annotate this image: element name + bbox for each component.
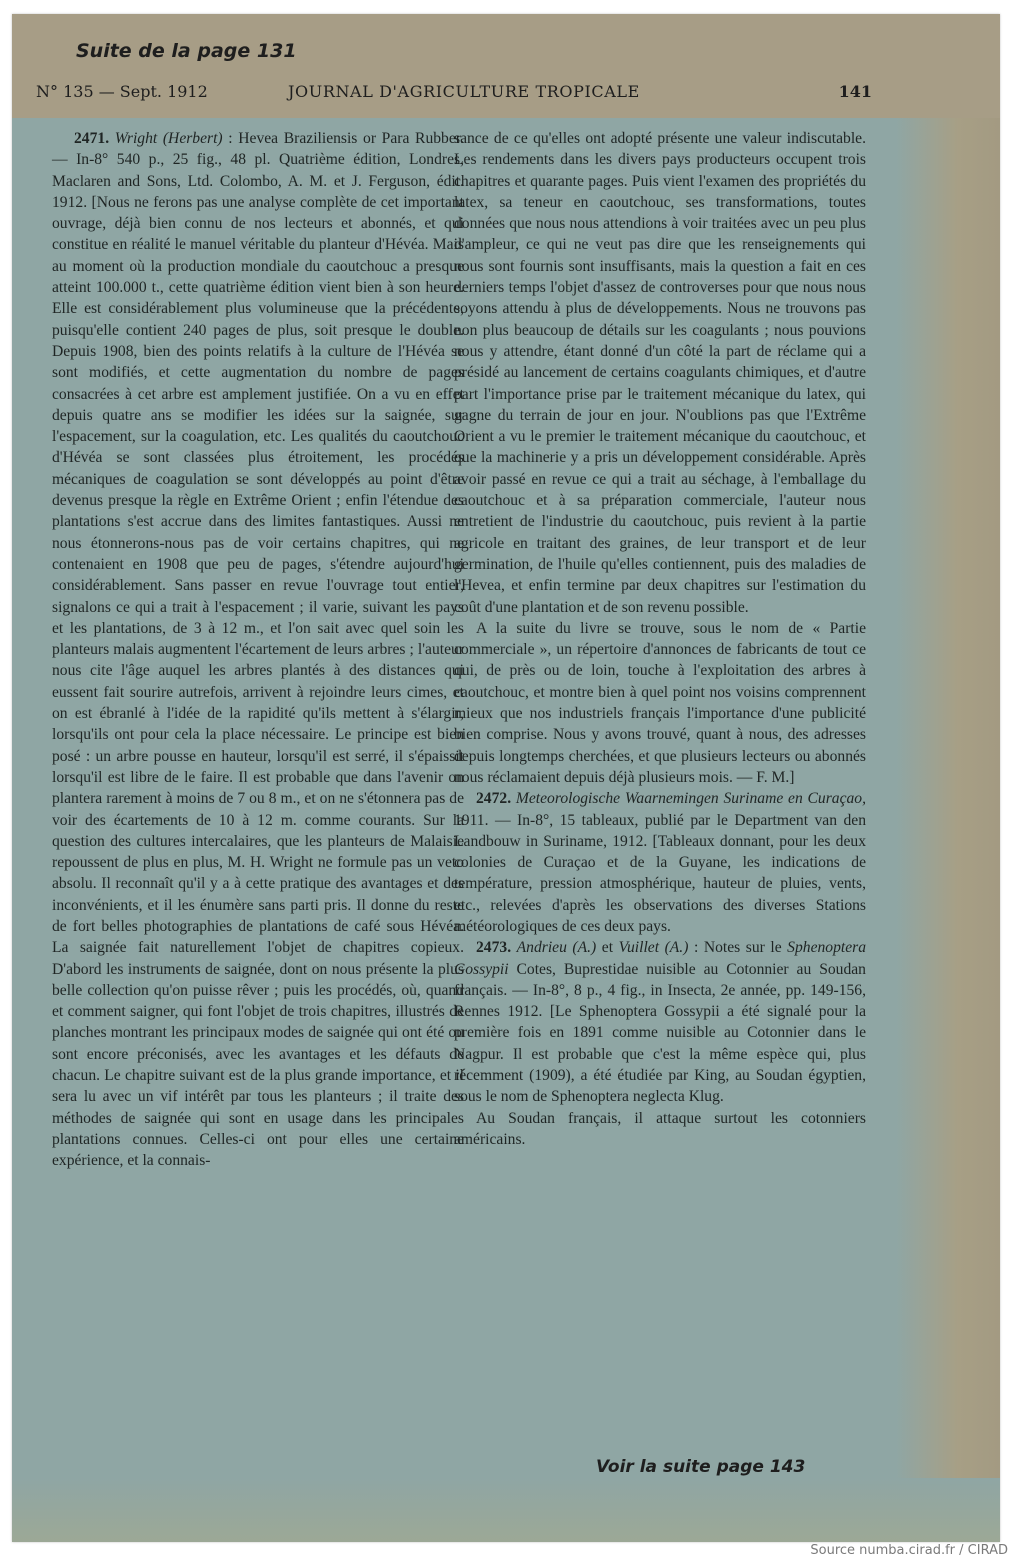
entry-number: 2473. <box>476 939 512 957</box>
entry-2472 <box>454 788 866 937</box>
entry-title: Meteorologische Waarnemingen Suriname en Curaçao, <box>515 790 866 808</box>
entry-title-suffix: Cotes, Buprestidae nuisible au Cotonnier au Soudan français. <box>454 960 866 999</box>
entry-number: 2472. <box>476 790 512 808</box>
entry-title: Hevea Braziliensis or Para Rubber. <box>238 130 464 147</box>
entry-2473: 2473. Andrieu (A.) et Vuillet (A.) : Notes sur le Sphenoptera Gossypii Cotes, Buprestidae nuisible au Cotonnier au Soudan français. — In-8°, 8 p., 4 fig., in Insecta, 2e année, pp. 149-156, Rennes 1912. [Le Sphenoptera Gossypii a été signalé pour la première fois en 1891 comme nuisible au Cotonnier dans le Nagpur. Il est probable que c'est la même espèce qui, plus récemment (1909), a été étudiée par King, au Soudan égyptien, sous le nom de Sphenoptera neglecta Klug. <box>454 939 867 1106</box>
entry-2471-review-2: A la suite du livre se trouve, sous le nom de « Partie commerciale », un répertoire d'annonces de fabricants de tout ce qui, de près ou de loin, touche à l'exploitation des arbres à caoutchouc, et montre bien à quel point nos voisins comprennent mieux que nos industriels français l'importance d'une publicité bien comprise. Nous y avons trouvé, quant à nous, des adresses depuis longtemps cherchées, et que plusieurs lecteurs ou abonnés nous réclamaient depuis déjà plusieurs mois. — F. M.] <box>454 619 866 786</box>
entry-2471-continued <box>454 128 866 618</box>
entry-details: 1911. — In-8°, 15 tableaux, publié par le Department van den Landbouw in Suriname, 1912. <box>454 811 866 850</box>
entry-review: [Nous ne ferons pas une analyse complète de cet important ouvrage, déjà bien connu de nos lecteurs et abonnés, et qui constitue en réalité le manuel véritable du planteur d'Hévéa. Mais au moment où la production mondiale du caoutchouc a presque atteint 100.000 t., cette quatrième édition vient bien à son heure. Elle est considérablement plus volumineuse que la précédente, puisqu'elle contient 240 pages de plus, soit presque le double. Depuis 1908, bien des points relatifs à la culture de l'Hévéa se sont modifiés, et cette augmentation du nombre de pages consacrées à cet arbre est amplement justifiée. On a vu en effet depuis quatre ans se modifier les idées sur la saignée, sur l'espacement, sur la coagulation, etc. Les qualités du caoutchouc d'Hévéa se sont classées plus étroitement, les procédés mécaniques de coagulation se sont développés au point d'être devenus presque la règle en Extrême Orient ; enfin l'étendue des plantations s'est accrue dans des limites fantastiques. Aussi ne nous étonnerons-nous pas de voir certains chapitres, qui ne contenaient en 1908 que peu de pages, s'étendre aujourd'hui considérablement. Sans passer en revue l'ouvrage tout entier, signalons ce qui a trait à l'espacement ; il varie, suivant les pays et les plantations, de 3 à 12 m., et l'on sait avec quel soin les planteurs malais augmentent l'écartement de leurs arbres ; l'auteur nous cite l'âge auquel les arbres plantés à des distances qui eussent fait sourire autrefois, arrivent à rejoindre leurs cimes, et on est ébranlé à l'idée de la rapidité qu'ils mettent à s'élargir, lorsqu'ils ont pour cela la place nécessaire. Le principe est bien posé : un arbre pousse en hauteur, lorsqu'il est serré, il s'épaissit lorsqu'il est libre de le faire. Il est probable que dans l'avenir on plantera rarement à moins de 7 ou 8 m., et on ne s'étonnera pas de voir des écartements de 10 à 12 m. comme courants. Sur la question des cultures intercalaires, que les planteurs de Malaisie repoussent de plus en plus, M. H. Wright ne formule pas un veto absolu. Il reconnaît qu'il y a à cette pratique des avantages et des inconvénients, et il les énumère sans parti pris. Il donne du reste de fort belles photographies de plantations de café sous Hévéa. La saignée fait naturellement l'objet de chapitres copieux. D'abord les instruments de saignée, dont on nous présente la plus belle collection qu'on puisse rêver ; puis les procédés, où, quand et comment saigner, qui font l'objet de trois chapitres, illustrés de planches montrant les principaux modes de saignée qui ont été ou sont encore préconisés, avec les avantages et les défauts de chacun. Le chapitre suivant est de la plus grande importance, et il sera lu avec un vif intérêt par tous les planteurs ; il traite des méthodes de saignée qui sont en usage dans les principales plantations connues. Celles-ci ont pour elles une certaine expérience, et la connais- <box>52 193 464 1170</box>
bottom-band <box>12 1478 1000 1542</box>
journal-page <box>12 14 1000 1542</box>
entry-author-b: Vuillet (A.) <box>618 939 689 957</box>
issue-label: N° 135 — Sept. 1912 <box>36 82 208 101</box>
entry-review: [Le Sphenoptera Gossypii a été signalé pour la première fois en 1891 comme nuisible au Cotonnier dans le Nagpur. Il est probable que c'est la même espèce qui, plus récemment (1909), a été étudiée par King, au Soudan égyptien, sous le nom de Sphenoptera neglecta Klug. <box>454 1003 866 1106</box>
left-column <box>52 128 464 1172</box>
entry-2471: 2471. Wright (Herbert) : Hevea Braziliensis or Para Rubber. — In-8° 540 p., 25 fig., 48 pl. Quatrième édition, Londres, Maclaren and Sons, Ltd. Colombo, A. M. et J. Ferguson, édit. 1912. [Nous ne ferons pas une analyse complète de cet important ouvrage, déjà bien connu de nos lecteurs et abonnés, et qui constitue en réalité le manuel véritable du planteur d'Hévéa. Mais au moment où la production mondiale du caoutchouc a presque atteint 100.000 t., cette quatrième édition vient bien à son heure. Elle est considérablement plus volumineuse que la précédente, puisqu'elle contient 240 pages de plus, soit presque le double. Depuis 1908, bien des points relatifs à la culture de l'Hévéa se sont modifiés, et cette augmentation du nombre de pages consacrées à cet arbre est amplement justifiée. On a vu en effet depuis quatre ans se modifier les idées sur la saignée, sur l'espacement, sur la coagulation, etc. Les qualités du caoutchouc d'Hévéa se sont classées plus étroitement, les procédés mécaniques de coagulation se sont développés au point d'être devenus presque la règle en Extrême Orient ; enfin l'étendue des plantations s'est accrue dans des limites fantastiques. Aussi ne nous étonnerons-nous pas de voir certains chapitres, qui ne contenaient en 1908 que peu de pages, s'étendre aujourd'hui considérablement. Sans passer en revue l'ouvrage tout entier, signalons ce qui a trait à l'espacement ; il varie, suivant les pays et les plantations, de 3 à 12 m., et l'on sait avec quel soin les planteurs malais augmentent l'écartement de leurs arbres ; l'auteur nous cite l'âge auquel les arbres plantés à des distances qui eussent fait sourire autrefois, arrivent à rejoindre leurs cimes, et on est ébranlé à l'idée de la rapidité qu'ils mettent à s'élargir, lorsqu'ils ont pour cela la place nécessaire. Le principe est bien posé : un arbre pousse en hauteur, lorsqu'il est serré, il s'épaissit lorsqu'il est libre de le faire. Il est probable que dans l'avenir on plantera rarement à moins de 7 ou 8 m., et on ne s'étonnera pas de voir des écartements de 10 à 12 m. comme courants. Sur la question des cultures intercalaires, que les planteurs de Malaisie repoussent de plus en plus, M. H. Wright ne formule pas un veto absolu. Il reconnaît qu'il y a à cette pratique des avantages et des inconvénients, et il les énumère sans parti pris. Il donne du reste de fort belles photographies de plantations de café sous Hévéa. La saignée fait naturellement l'objet de chapitres copieux. D'abord les instruments de saignée, dont on nous présente la plus belle collection qu'on puisse rêver ; puis les procédés, où, quand et comment saigner, qui font l'objet de trois chapitres, illustrés de planches montrant les principaux modes de saignée qui ont été ou sont encore préconisés, avec les avantages et les défauts de chacun. Le chapitre suivant est de la plus grande importance, et il sera lu avec un vif intérêt par tous les planteurs ; il traite des méthodes de saignée qui sont en usage dans les principales plantations connues. Celles-ci ont pour elles une certaine expérience, et la connais- <box>52 130 464 1170</box>
entry-2473-review-2: Au Soudan français, il attaque surtout les cotonniers américains. <box>454 1109 866 1148</box>
entry-review-continued: sance de ce qu'elles ont adopté présente une valeur indiscutable. Les rendements dans les divers pays producteurs occupent trois chapitres et quarante pages. Puis vient l'examen des propriétés du latex, sa teneur en caoutchouc, ses transformations, toutes données que nous nous attendions à voir traitées avec un peu plus d'ampleur, ce qui ne veut pas dire que les renseignements qui nous sont fournis sont insuffisants, mais la question a fait en ces derniers temps l'objet d'assez de controverses pour que nous nous soyons attendu à plus de développements. Nous ne trouvons pas non plus beaucoup de détails sur les coagulants ; nous pouvions nous y attendre, étant donné d'un côté la part de réclame qui a présidé au lancement de certains coagulants chimiques, et d'autre part l'importance prise par le traitement mécanique du latex, qui gagne du terrain de jour en jour. N'oublions pas que l'Extrême Orient a vu le premier le traitement mécanique du caoutchouc, et que la machinerie y a pris un développement considérable. Après avoir passé en revue ce qui a trait au séchage, à l'emballage du caoutchouc et à sa préparation commerciale, l'auteur nous entretient de l'industrie du caoutchouc, puis revient à la partie agricole en traitant des graines, de leur transport et de leur germination, de l'huile qu'elles contiennent, puis des maladies de l'Hevea, et enfin termine par deux chapitres sur l'estimation du coût d'une plantation et de son revenu possible. <box>454 130 866 616</box>
source-credit: Source numba.cirad.fr / CIRAD <box>810 1543 1008 1558</box>
continued-to-note: Voir la suite page 143 <box>596 1457 806 1477</box>
entry-author: Wright (Herbert) <box>114 130 223 147</box>
entry-author-a: Andrieu (A.) <box>516 939 597 957</box>
page-number: 141 <box>838 82 872 101</box>
continued-from-note: Suite de la page 131 <box>76 40 297 62</box>
entry-number: 2471. <box>74 130 110 147</box>
entry-review: [Tableaux donnant, pour les deux colonies de Curaçao et de la Guyane, les indications de température, pression atmosphérique, hauteur de pluies, vents, etc., relevées d'après les observations des diverses Stations météorologiques de ces deux pays. <box>454 832 866 935</box>
journal-title: JOURNAL D'AGRICULTURE TROPICALE <box>288 82 640 101</box>
entry-details: In-8°, 8 p., 4 fig., in Insecta, 2e année, pp. 149-156, Rennes 1912. <box>454 981 867 1021</box>
entry-details: In-8° 540 p., 25 fig., 48 pl. Quatrième édition, Londres, Maclaren and Sons, Ltd. Colombo, A. M. et J. Ferguson, édit. 1912. <box>52 151 464 211</box>
right-column <box>454 128 866 1150</box>
running-header <box>36 82 872 106</box>
right-band <box>896 118 1000 1542</box>
entry-title-species: Sphenoptera Gossypii <box>454 939 866 978</box>
entry-title-prefix: Notes sur le <box>703 939 782 957</box>
